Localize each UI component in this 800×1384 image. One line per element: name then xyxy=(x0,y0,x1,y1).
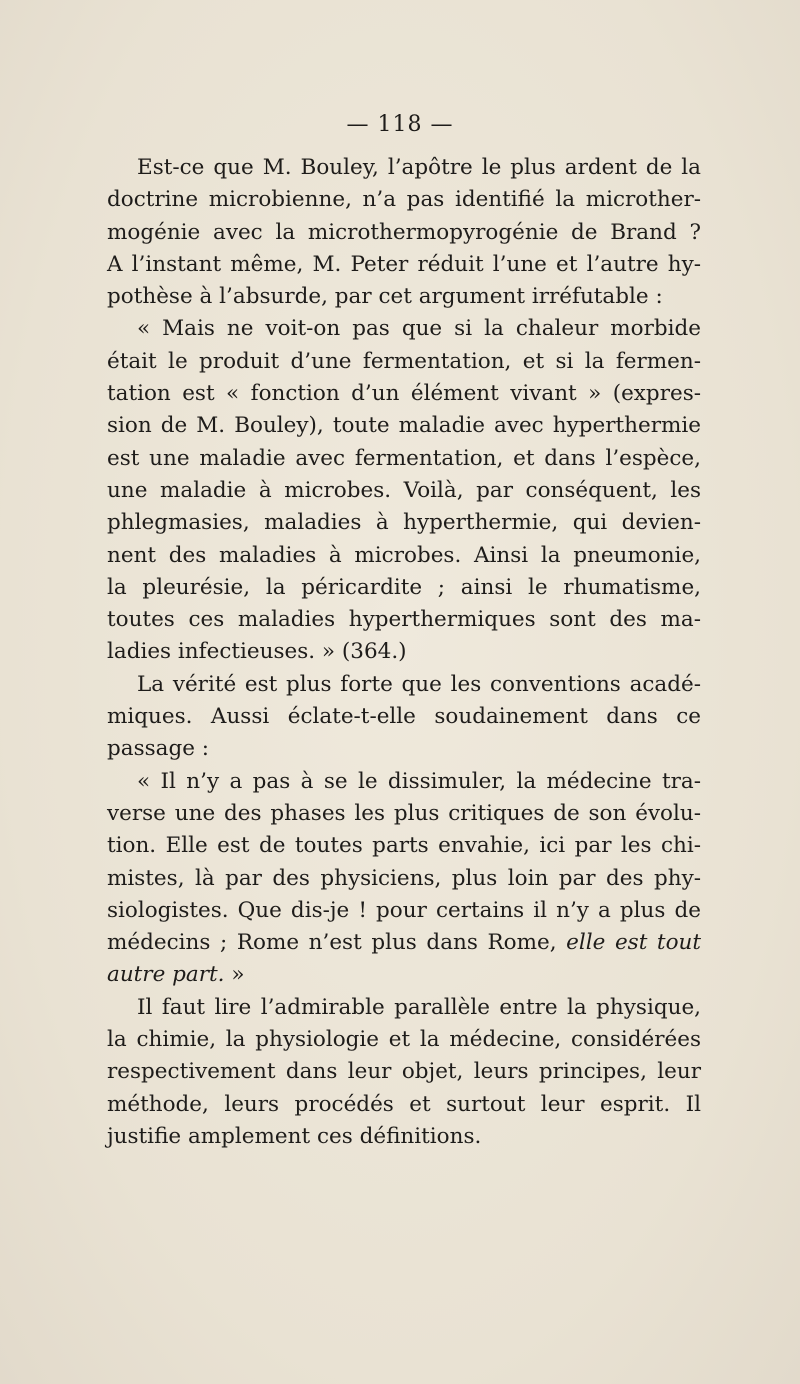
text-line: ladies infectieuses. » (364.) xyxy=(107,639,407,665)
text-line: La vérité est plus forte que les conventions acadé- xyxy=(137,671,701,697)
text-line: mogénie avec la microthermopyrogénie de Brand ? xyxy=(107,219,701,245)
text-line: « Mais ne voit-on pas que si la chaleur morbide xyxy=(137,316,701,342)
text-line: la chimie, la physiologie et la médecine, considérées xyxy=(107,1027,701,1053)
text-line: justifie amplement ces définitions. xyxy=(107,1123,482,1149)
text-line: phlegmasies, maladies à hyperthermie, qui devien- xyxy=(107,510,701,536)
text-line: respectivement dans leur objet, leurs principes, leur xyxy=(107,1059,701,1085)
text-line: miques. Aussi éclate-t-elle soudainement dans ce xyxy=(107,704,701,730)
text-line: A l’instant même, M. Peter réduit l’une et l’autre hy- xyxy=(107,251,701,277)
text-line: était le produit d’une fermentation, et si la fermen- xyxy=(107,348,701,374)
text-line: pothèse à l’absurde, par cet argument irréfutable : xyxy=(107,284,663,310)
text-line: une maladie à microbes. Voilà, par conséquent, les xyxy=(107,477,701,503)
text-line: Il faut lire l’admirable parallèle entre la physique, xyxy=(137,994,701,1020)
text-line: nent des maladies à microbes. Ainsi la pneumonie, xyxy=(107,542,701,568)
text-line: « Il n’y a pas à se le dissimuler, la médecine tra- xyxy=(137,768,701,794)
text-line: tion. Elle est de toutes parts envahie, ici par les chi- xyxy=(107,833,701,859)
text-line: la pleurésie, la péricardite ; ainsi le rhumatisme, xyxy=(107,574,701,600)
text-line: siologistes. Que dis-je ! pour certains il n’y a plus de xyxy=(107,897,701,923)
body-text xyxy=(107,152,701,1153)
text-line: est une maladie avec fermentation, et dans l’espèce, xyxy=(107,445,701,471)
text-line: médecins ; Rome n’est plus dans Rome, elle est tout xyxy=(107,930,702,956)
text-line: tation est « fonction d’un élément vivant » (expres- xyxy=(107,381,701,407)
text-line: mistes, là par des physiciens, plus loin par des phy- xyxy=(107,865,701,891)
text-line: toutes ces maladies hyperthermiques sont des ma- xyxy=(107,607,701,633)
text-line: méthode, leurs procédés et surtout leur esprit. Il xyxy=(107,1091,701,1117)
text-line: passage : xyxy=(107,736,210,762)
text-line: autre part. » xyxy=(107,962,245,988)
text-line: doctrine microbienne, n’a pas identifié la microther- xyxy=(107,187,701,213)
page-number: — 118 — xyxy=(346,112,454,137)
text-line: Est-ce que M. Bouley, l’apôtre le plus ardent de la xyxy=(137,155,701,180)
text-line: verse une des phases les plus critiques de son évolu- xyxy=(107,800,701,826)
text-line: sion de M. Bouley), toute maladie avec hyperthermie xyxy=(107,413,701,439)
